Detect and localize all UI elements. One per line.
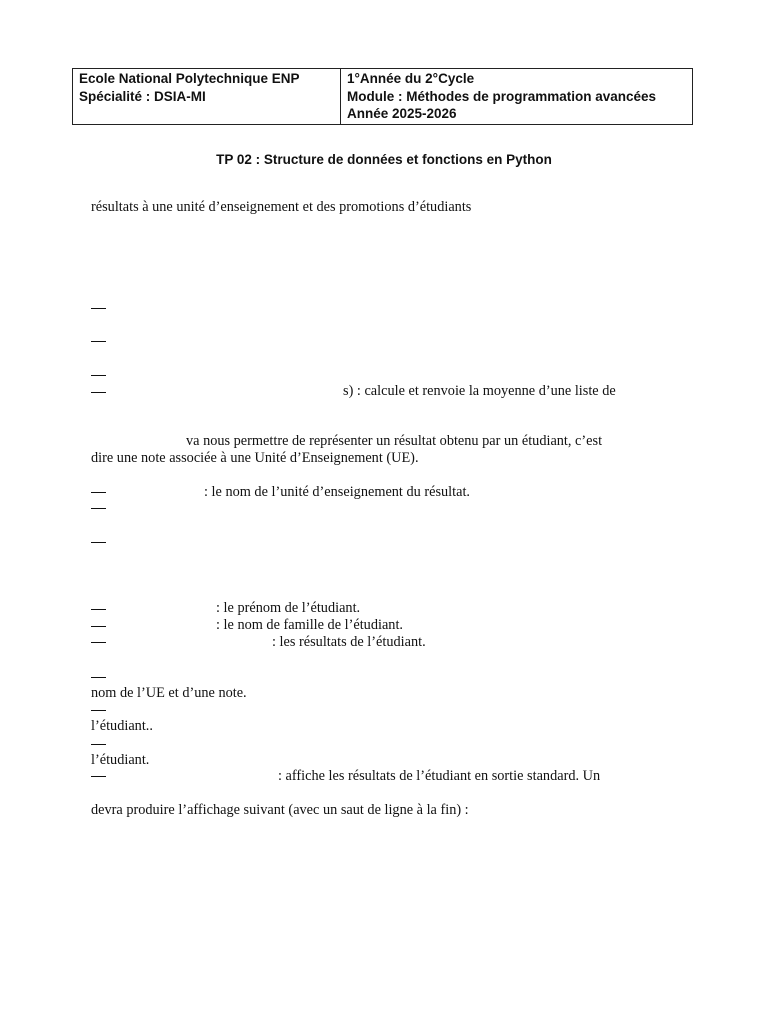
header-right-cell: [341, 69, 693, 125]
devra-line: devra produire l’affichage suivant (avec un saut de ligne à la fin) :: [91, 802, 469, 818]
school-name: Ecole National Polytechnique ENP: [79, 71, 300, 86]
year-level: 1°Année du 2°Cycle: [347, 71, 475, 86]
bullet-dash: [91, 492, 106, 493]
bullet-dash: [91, 626, 106, 627]
intro-line: résultats à une unité d’enseignement et des promotions d’étudiants: [91, 199, 472, 215]
bullet-dash: [91, 609, 106, 610]
moyenne-line: s) : calcule et renvoie la moyenne d’une liste de: [343, 383, 616, 399]
bullet-dash: [91, 542, 106, 543]
bullet-dash: [91, 341, 106, 342]
resultat-line-1: va nous permettre de représenter un résultat obtenu par un étudiant, c’est: [186, 433, 603, 449]
academic-year: Année 2025-2026: [347, 106, 457, 121]
bullet-dash: [91, 392, 106, 393]
resultat-line-2: dire une note associée à une Unité d’Enseignement (UE).: [91, 450, 419, 466]
header-table: [72, 68, 693, 125]
nom-ue-note-line: nom de l’UE et d’une note.: [91, 685, 247, 701]
resultats-line: : les résultats de l’étudiant.: [272, 634, 426, 650]
bullet-dash: [91, 308, 106, 309]
bullet-dash: [91, 710, 106, 711]
page-title: TP 02 : Structure de données et fonctions en Python: [216, 152, 552, 167]
nom-famille-line: : le nom de famille de l’étudiant.: [216, 617, 403, 633]
bullet-dash: [91, 776, 106, 777]
speciality: Spécialité : DSIA-MI: [79, 88, 206, 104]
bullet-dash: [91, 677, 106, 678]
affiche-line: : affiche les résultats de l’étudiant en sortie standard. Un: [278, 768, 601, 784]
header-left-cell: [73, 69, 341, 125]
module-name: Module : Méthodes de programmation avancées: [347, 88, 657, 104]
bullet-dash: [91, 744, 106, 745]
bullet-dash: [91, 508, 106, 509]
bullet-dash: [91, 375, 106, 376]
prenom-line: : le prénom de l’étudiant.: [216, 600, 361, 616]
bullet-dash: [91, 642, 106, 643]
etudiant-line-2: l’étudiant.: [91, 752, 150, 768]
etudiant-line-1: l’étudiant..: [91, 718, 153, 734]
ue-nom-line: : le nom de l’unité d’enseignement du résultat.: [204, 484, 471, 500]
